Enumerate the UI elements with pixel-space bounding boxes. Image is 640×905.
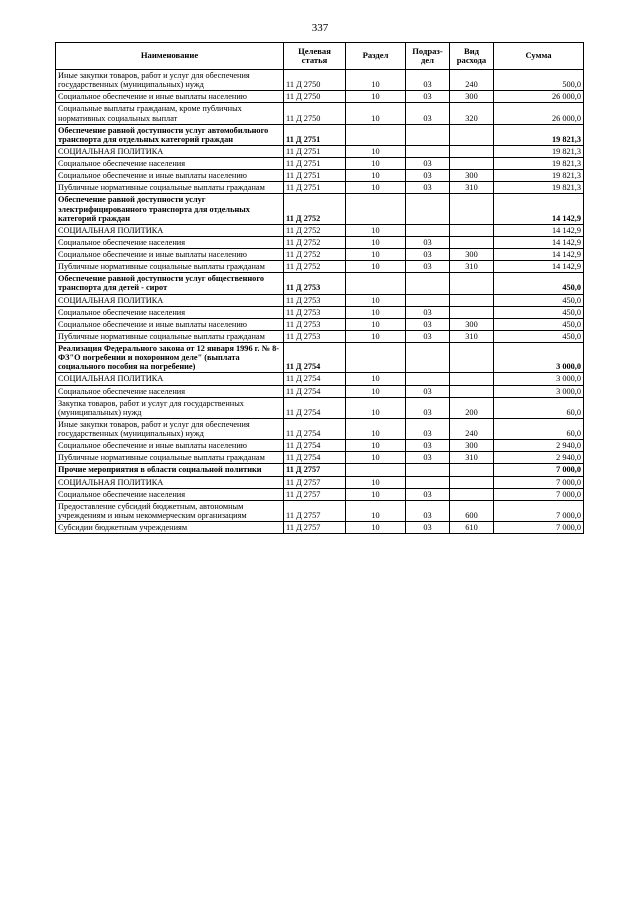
table-row xyxy=(56,249,584,261)
row-section-cell xyxy=(346,124,406,145)
row-type-cell xyxy=(450,224,494,236)
row-sum-cell: 14 142,9 xyxy=(494,194,584,224)
row-sum-cell: 60,0 xyxy=(494,397,584,418)
row-subsection-cell: 03 xyxy=(406,182,450,194)
row-name-cell: Социальное обеспечение и иные выплаты населению xyxy=(56,91,284,103)
row-name-cell: СОЦИАЛЬНАЯ ПОЛИТИКА xyxy=(56,294,284,306)
row-article-cell: 11 Д 2754 xyxy=(284,385,346,397)
row-section-cell: 10 xyxy=(346,224,406,236)
row-sum-cell: 19 821,3 xyxy=(494,158,584,170)
row-article-cell: 11 Д 2753 xyxy=(284,318,346,330)
row-subsection-cell: 03 xyxy=(406,70,450,91)
row-section-cell: 10 xyxy=(346,488,406,500)
row-section-cell: 10 xyxy=(346,158,406,170)
row-article-cell: 11 Д 2750 xyxy=(284,91,346,103)
row-sum-cell: 2 940,0 xyxy=(494,440,584,452)
row-type-cell: 310 xyxy=(450,452,494,464)
row-name-cell: Иные закупки товаров, работ и услуг для обеспечения государственных (муниципальных) нужд xyxy=(56,70,284,91)
row-name-cell: Субсидии бюджетным учреждениям xyxy=(56,522,284,534)
row-sum-cell: 60,0 xyxy=(494,418,584,439)
row-sum-cell: 14 142,9 xyxy=(494,224,584,236)
row-sum-cell: 500,0 xyxy=(494,70,584,91)
row-subsection-cell xyxy=(406,464,450,476)
table-row xyxy=(56,124,584,145)
row-section-cell: 10 xyxy=(346,306,406,318)
row-section-cell xyxy=(346,273,406,294)
row-type-cell: 310 xyxy=(450,261,494,273)
row-article-cell: 11 Д 2754 xyxy=(284,373,346,385)
table-row xyxy=(56,397,584,418)
row-section-cell: 10 xyxy=(346,170,406,182)
row-sum-cell: 450,0 xyxy=(494,306,584,318)
row-name-cell: Публичные нормативные социальные выплаты гражданам xyxy=(56,452,284,464)
row-sum-cell: 19 821,3 xyxy=(494,145,584,157)
row-subsection-cell: 03 xyxy=(406,500,450,521)
row-article-cell: 11 Д 2751 xyxy=(284,170,346,182)
row-sum-cell: 14 142,9 xyxy=(494,261,584,273)
row-section-cell: 10 xyxy=(346,91,406,103)
header-article: Целевая статья xyxy=(284,43,346,70)
row-sum-cell: 26 000,0 xyxy=(494,103,584,124)
row-type-cell: 310 xyxy=(450,330,494,342)
row-sum-cell: 3 000,0 xyxy=(494,343,584,373)
row-section-cell: 10 xyxy=(346,103,406,124)
table-row xyxy=(56,373,584,385)
table-body xyxy=(56,70,584,534)
row-section-cell xyxy=(346,194,406,224)
row-name-cell: Публичные нормативные социальные выплаты гражданам xyxy=(56,182,284,194)
row-subsection-cell: 03 xyxy=(406,522,450,534)
row-sum-cell: 19 821,3 xyxy=(494,170,584,182)
row-type-cell xyxy=(450,145,494,157)
table-row xyxy=(56,182,584,194)
row-subsection-cell: 03 xyxy=(406,158,450,170)
row-article-cell: 11 Д 2752 xyxy=(284,236,346,248)
row-name-cell: Социальное обеспечение населения xyxy=(56,385,284,397)
row-type-cell: 600 xyxy=(450,500,494,521)
row-section-cell: 10 xyxy=(346,249,406,261)
table-row xyxy=(56,103,584,124)
row-sum-cell: 3 000,0 xyxy=(494,373,584,385)
row-name-cell: Прочие мероприятия в области социальной политики xyxy=(56,464,284,476)
row-type-cell: 240 xyxy=(450,70,494,91)
row-type-cell xyxy=(450,294,494,306)
row-sum-cell: 3 000,0 xyxy=(494,385,584,397)
row-type-cell: 240 xyxy=(450,418,494,439)
row-section-cell: 10 xyxy=(346,261,406,273)
row-name-cell: Иные закупки товаров, работ и услуг для обеспечения государственных (муниципальных) нужд xyxy=(56,418,284,439)
row-article-cell: 11 Д 2751 xyxy=(284,158,346,170)
row-article-cell: 11 Д 2757 xyxy=(284,464,346,476)
row-type-cell xyxy=(450,194,494,224)
row-subsection-cell: 03 xyxy=(406,261,450,273)
row-subsection-cell xyxy=(406,343,450,373)
row-section-cell: 10 xyxy=(346,397,406,418)
row-section-cell: 10 xyxy=(346,318,406,330)
row-subsection-cell: 03 xyxy=(406,397,450,418)
row-sum-cell: 7 000,0 xyxy=(494,464,584,476)
row-subsection-cell: 03 xyxy=(406,318,450,330)
row-sum-cell: 7 000,0 xyxy=(494,522,584,534)
row-subsection-cell: 03 xyxy=(406,452,450,464)
table-row xyxy=(56,500,584,521)
row-name-cell: СОЦИАЛЬНАЯ ПОЛИТИКА xyxy=(56,373,284,385)
row-section-cell: 10 xyxy=(346,385,406,397)
row-article-cell: 11 Д 2757 xyxy=(284,488,346,500)
row-sum-cell: 450,0 xyxy=(494,294,584,306)
row-name-cell: Предоставление субсидий бюджетным, автономным учреждениям и иным некоммерческим организациям xyxy=(56,500,284,521)
header-subsection: Подраз-дел xyxy=(406,43,450,70)
table-row xyxy=(56,452,584,464)
row-article-cell: 11 Д 2754 xyxy=(284,440,346,452)
row-article-cell: 11 Д 2754 xyxy=(284,397,346,418)
row-article-cell: 11 Д 2751 xyxy=(284,182,346,194)
row-subsection-cell xyxy=(406,194,450,224)
row-name-cell: Социальные выплаты гражданам, кроме публичных нормативных социальных выплат xyxy=(56,103,284,124)
row-name-cell: Публичные нормативные социальные выплаты гражданам xyxy=(56,261,284,273)
row-type-cell xyxy=(450,488,494,500)
row-subsection-cell: 03 xyxy=(406,306,450,318)
row-type-cell: 300 xyxy=(450,170,494,182)
row-name-cell: Реализация Федерального закона от 12 января 1996 г. № 8-ФЗ"О погребении и похоронном деле" (выплата социального пособия на погребение) xyxy=(56,343,284,373)
table-row xyxy=(56,91,584,103)
row-article-cell: 11 Д 2757 xyxy=(284,500,346,521)
row-type-cell: 300 xyxy=(450,440,494,452)
row-article-cell: 11 Д 2754 xyxy=(284,418,346,439)
row-subsection-cell: 03 xyxy=(406,103,450,124)
row-name-cell: Социальное обеспечение и иные выплаты населению xyxy=(56,440,284,452)
row-sum-cell: 19 821,3 xyxy=(494,182,584,194)
table-row xyxy=(56,343,584,373)
row-article-cell: 11 Д 2757 xyxy=(284,522,346,534)
row-section-cell: 10 xyxy=(346,418,406,439)
row-article-cell: 11 Д 2754 xyxy=(284,343,346,373)
row-sum-cell: 19 821,3 xyxy=(494,124,584,145)
row-section-cell: 10 xyxy=(346,236,406,248)
header-sum: Сумма xyxy=(494,43,584,70)
table-row xyxy=(56,273,584,294)
table-row xyxy=(56,418,584,439)
row-name-cell: СОЦИАЛЬНАЯ ПОЛИТИКА xyxy=(56,145,284,157)
row-name-cell: СОЦИАЛЬНАЯ ПОЛИТИКА xyxy=(56,476,284,488)
row-type-cell: 610 xyxy=(450,522,494,534)
row-type-cell xyxy=(450,476,494,488)
table-row xyxy=(56,70,584,91)
table-row xyxy=(56,385,584,397)
row-sum-cell: 14 142,9 xyxy=(494,236,584,248)
row-article-cell: 11 Д 2754 xyxy=(284,452,346,464)
row-type-cell: 300 xyxy=(450,318,494,330)
table-row xyxy=(56,236,584,248)
row-article-cell: 11 Д 2751 xyxy=(284,145,346,157)
table-row xyxy=(56,170,584,182)
row-subsection-cell xyxy=(406,294,450,306)
row-type-cell xyxy=(450,306,494,318)
row-section-cell: 10 xyxy=(346,182,406,194)
table-row xyxy=(56,488,584,500)
row-name-cell: Социальное обеспечение населения xyxy=(56,236,284,248)
row-type-cell xyxy=(450,158,494,170)
row-name-cell: Социальное обеспечение населения xyxy=(56,488,284,500)
row-subsection-cell: 03 xyxy=(406,418,450,439)
row-sum-cell: 14 142,9 xyxy=(494,249,584,261)
row-type-cell: 310 xyxy=(450,182,494,194)
row-article-cell: 11 Д 2753 xyxy=(284,294,346,306)
row-name-cell: Обеспечение равной доступности услуг общественного транспорта для детей - сирот xyxy=(56,273,284,294)
row-section-cell xyxy=(346,464,406,476)
row-type-cell xyxy=(450,373,494,385)
row-sum-cell: 26 000,0 xyxy=(494,91,584,103)
row-name-cell: Обеспечение равной доступности услуг электрифицированного транспорта для отдельных категорий граждан xyxy=(56,194,284,224)
row-subsection-cell: 03 xyxy=(406,488,450,500)
table-row xyxy=(56,440,584,452)
table-row xyxy=(56,158,584,170)
row-section-cell: 10 xyxy=(346,440,406,452)
row-type-cell xyxy=(450,124,494,145)
row-type-cell xyxy=(450,464,494,476)
row-subsection-cell: 03 xyxy=(406,385,450,397)
row-subsection-cell xyxy=(406,273,450,294)
page-number: 337 xyxy=(311,22,329,34)
table-row xyxy=(56,476,584,488)
row-sum-cell: 450,0 xyxy=(494,273,584,294)
table-row xyxy=(56,145,584,157)
row-name-cell: Социальное обеспечение и иные выплаты населению xyxy=(56,170,284,182)
row-name-cell: Обеспечение равной доступности услуг автомобильного транспорта для отдельных категорий граждан xyxy=(56,124,284,145)
row-section-cell xyxy=(346,343,406,373)
table-row xyxy=(56,294,584,306)
budget-table xyxy=(55,42,584,534)
row-article-cell: 11 Д 2752 xyxy=(284,249,346,261)
row-name-cell: Социальное обеспечение населения xyxy=(56,158,284,170)
row-type-cell: 300 xyxy=(450,91,494,103)
table-header-row xyxy=(56,43,584,70)
row-section-cell: 10 xyxy=(346,500,406,521)
row-subsection-cell xyxy=(406,373,450,385)
table-row xyxy=(56,318,584,330)
row-type-cell: 300 xyxy=(450,249,494,261)
row-article-cell: 11 Д 2753 xyxy=(284,306,346,318)
row-subsection-cell xyxy=(406,124,450,145)
row-type-cell xyxy=(450,343,494,373)
row-article-cell: 11 Д 2757 xyxy=(284,476,346,488)
row-name-cell: Публичные нормативные социальные выплаты гражданам xyxy=(56,330,284,342)
row-type-cell: 320 xyxy=(450,103,494,124)
row-subsection-cell xyxy=(406,476,450,488)
header-type: Вид расхода xyxy=(450,43,494,70)
table-row xyxy=(56,306,584,318)
row-article-cell: 11 Д 2753 xyxy=(284,273,346,294)
row-type-cell xyxy=(450,236,494,248)
header-name: Наименование xyxy=(56,43,284,70)
row-subsection-cell xyxy=(406,224,450,236)
row-sum-cell: 450,0 xyxy=(494,318,584,330)
row-name-cell: Закупка товаров, работ и услуг для государственных (муниципальных) нужд xyxy=(56,397,284,418)
row-section-cell: 10 xyxy=(346,70,406,91)
row-subsection-cell: 03 xyxy=(406,91,450,103)
row-section-cell: 10 xyxy=(346,330,406,342)
row-section-cell: 10 xyxy=(346,294,406,306)
table-row xyxy=(56,261,584,273)
row-article-cell: 11 Д 2750 xyxy=(284,70,346,91)
row-subsection-cell: 03 xyxy=(406,170,450,182)
row-type-cell xyxy=(450,385,494,397)
row-section-cell: 10 xyxy=(346,145,406,157)
table-row xyxy=(56,330,584,342)
row-sum-cell: 7 000,0 xyxy=(494,488,584,500)
row-section-cell: 10 xyxy=(346,373,406,385)
row-subsection-cell xyxy=(406,145,450,157)
row-name-cell: Социальное обеспечение и иные выплаты населению xyxy=(56,318,284,330)
row-section-cell: 10 xyxy=(346,522,406,534)
row-subsection-cell: 03 xyxy=(406,249,450,261)
row-article-cell: 11 Д 2752 xyxy=(284,224,346,236)
row-article-cell: 11 Д 2752 xyxy=(284,194,346,224)
row-subsection-cell: 03 xyxy=(406,330,450,342)
row-sum-cell: 450,0 xyxy=(494,330,584,342)
row-name-cell: СОЦИАЛЬНАЯ ПОЛИТИКА xyxy=(56,224,284,236)
table-row xyxy=(56,464,584,476)
row-name-cell: Социальное обеспечение и иные выплаты населению xyxy=(56,249,284,261)
row-type-cell xyxy=(450,273,494,294)
row-type-cell: 200 xyxy=(450,397,494,418)
row-article-cell: 11 Д 2753 xyxy=(284,330,346,342)
row-name-cell: Социальное обеспечение населения xyxy=(56,306,284,318)
row-sum-cell: 2 940,0 xyxy=(494,452,584,464)
row-article-cell: 11 Д 2751 xyxy=(284,124,346,145)
table-row xyxy=(56,522,584,534)
header-section: Раздел xyxy=(346,43,406,70)
table-row xyxy=(56,194,584,224)
row-article-cell: 11 Д 2752 xyxy=(284,261,346,273)
row-section-cell: 10 xyxy=(346,452,406,464)
row-article-cell: 11 Д 2750 xyxy=(284,103,346,124)
table-row xyxy=(56,224,584,236)
row-subsection-cell: 03 xyxy=(406,440,450,452)
row-subsection-cell: 03 xyxy=(406,236,450,248)
row-section-cell: 10 xyxy=(346,476,406,488)
row-sum-cell: 7 000,0 xyxy=(494,500,584,521)
row-sum-cell: 7 000,0 xyxy=(494,476,584,488)
